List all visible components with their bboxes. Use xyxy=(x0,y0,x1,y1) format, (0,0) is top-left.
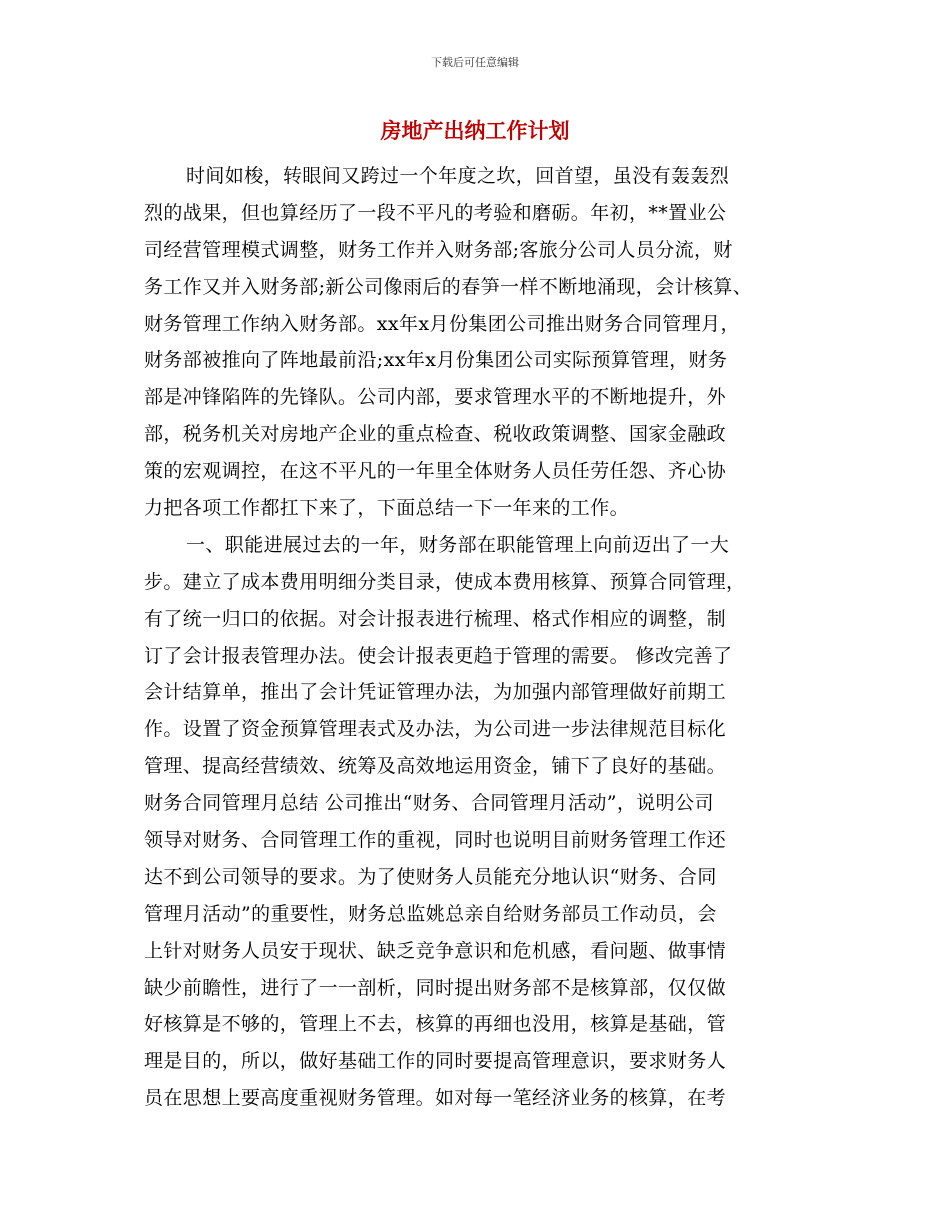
text-line: 管理月活动”的重要性，财务总监姚总亲自给财务部员工作动员，会 xyxy=(144,902,717,925)
text-line: 司经营管理模式调整，财务工作并入财务部;客旅分公司人员分流，财 xyxy=(144,238,733,261)
text-line: 订了会计报表管理办法。使会计报表更趋于管理的需要。 修改完善了 xyxy=(144,644,733,667)
text-line: 缺少前瞻性，进行了一一剖析，同时提出财务部不是核算部，仅仅做 xyxy=(144,976,727,999)
text-line: 理是目的，所以，做好基础工作的同时要提高管理意识，要求财务人 xyxy=(144,1050,727,1073)
text-line: 上针对财务人员安于现状、缺乏竞争意识和危机感，看问题、做事情 xyxy=(144,939,727,962)
text-line: 烈的战果，但也算经历了一段不平凡的考验和磨砺。年初，**置业公 xyxy=(144,201,727,224)
text-line: 员在思想上要高度重视财务管理。如对每一笔经济业务的核算，在考 xyxy=(144,1087,727,1110)
text-line: 部是冲锋陷阵的先锋队。公司内部，要求管理水平的不断地提升，外 xyxy=(144,386,727,409)
text-line: 领导对财务、合同管理工作的重视，同时也说明目前财务管理工作还 xyxy=(144,829,727,852)
text-line: 时间如梭，转眼间又跨过一个年度之坎，回首望，虽没有轰轰烈 xyxy=(186,165,730,187)
text-line: 财务部被推向了阵地最前沿;xx年x月份集团公司实际预算管理，财务 xyxy=(144,349,728,372)
text-line: 务工作又并入财务部;新公司像雨后的春笋一样不断地涌现，会计核算、 xyxy=(144,275,753,298)
text-line: 有了统一归口的依据。对会计报表进行梳理、格式作相应的调整，制 xyxy=(144,607,727,630)
document-body xyxy=(144,158,824,1117)
text-line: 作。设置了资金预算管理表式及办法，为公司进一步法律规范目标化 xyxy=(144,718,727,741)
text-line: 会计结算单，推出了会计凭证管理办法，为加强内部管理做好前期工 xyxy=(144,681,727,704)
text-line: 管理、提高经营绩效、统筹及高效地运用资金，铺下了良好的基础。 xyxy=(144,755,727,778)
document-title: 房地产出纳工作计划 xyxy=(380,118,570,143)
text-line: 步。建立了成本费用明细分类目录，使成本费用核算、预算合同管理， xyxy=(144,570,746,593)
page-header: 下载后可任意编辑 xyxy=(431,56,519,69)
text-line: 财务管理工作纳入财务部。xx年x月份集团公司推出财务合同管理月， xyxy=(144,312,740,335)
text-line: 策的宏观调控，在这不平凡的一年里全体财务人员任劳任怨、齐心协 xyxy=(144,460,727,483)
text-line: 部，税务机关对房地产企业的重点检查、税收政策调整、国家金融政 xyxy=(144,423,727,446)
text-line: 财务合同管理月总结 公司推出“财务、合同管理月活动”，说明公司 xyxy=(144,792,714,815)
text-line: 力把各项工作都扛下来了，下面总结一下一年来的工作。 xyxy=(144,497,630,520)
text-line: 达不到公司领导的要求。为了使财务人员能充分地认识“财务、合同 xyxy=(144,865,717,888)
text-line: 一、职能进展过去的一年，财务部在职能管理上向前迈出了一大 xyxy=(186,533,730,556)
text-line: 好核算是不够的，管理上不去，核算的再细也没用，核算是基础，管 xyxy=(144,1013,727,1036)
